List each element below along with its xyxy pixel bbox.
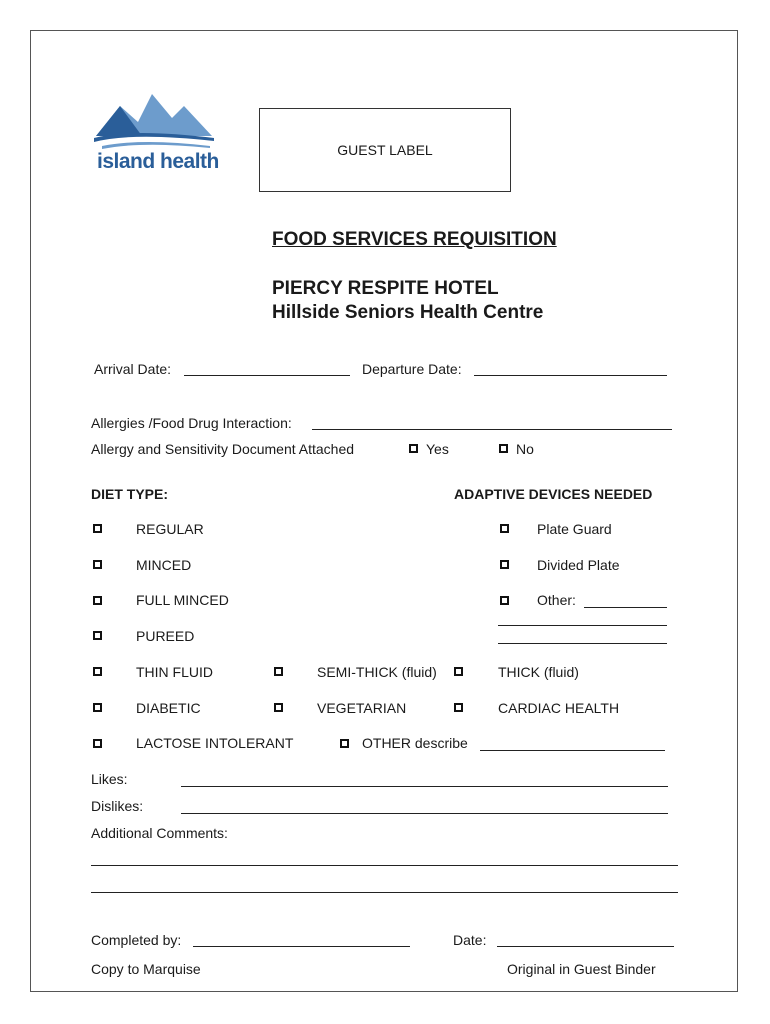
pureed-checkbox[interactable] xyxy=(93,631,102,640)
form-title: FOOD SERVICES REQUISITION xyxy=(272,229,557,250)
vegetarian-label: VEGETARIAN xyxy=(317,700,407,716)
allergies-label: Allergies /Food Drug Interaction: xyxy=(91,415,292,431)
minced-label: MINCED xyxy=(136,557,192,573)
other-diet-label: OTHER describe xyxy=(362,735,468,751)
comments-line-2[interactable] xyxy=(91,892,678,893)
copy-to-label: Copy to Marquise xyxy=(91,961,201,977)
allergy-yes-checkbox[interactable] xyxy=(409,444,418,453)
plate-guard-label: Plate Guard xyxy=(537,521,612,537)
departure-date-field[interactable] xyxy=(474,375,667,376)
likes-label: Likes: xyxy=(91,771,128,787)
cardiac-label: CARDIAC HEALTH xyxy=(498,700,620,716)
other-device-field[interactable] xyxy=(584,607,667,608)
other-device-line-2[interactable] xyxy=(498,625,667,626)
semi-thick-label: SEMI-THICK (fluid) xyxy=(317,664,437,680)
allergy-document-label: Allergy and Sensitivity Document Attached xyxy=(91,441,355,457)
dislikes-label: Dislikes: xyxy=(91,798,144,814)
allergies-field[interactable] xyxy=(312,429,672,430)
plate-guard-checkbox[interactable] xyxy=(500,524,509,533)
other-diet-field[interactable] xyxy=(480,750,665,751)
cardiac-checkbox[interactable] xyxy=(454,703,463,712)
full-minced-checkbox[interactable] xyxy=(93,596,102,605)
original-in-label: Original in Guest Binder xyxy=(507,961,656,977)
thin-fluid-checkbox[interactable] xyxy=(93,667,102,676)
allergy-no-checkbox[interactable] xyxy=(499,444,508,453)
arrival-date-field[interactable] xyxy=(184,375,350,376)
hotel-name: PIERCY RESPITE HOTEL xyxy=(272,278,499,299)
departure-date-label: Departure Date: xyxy=(362,361,462,377)
lactose-label: LACTOSE INTOLERANT xyxy=(136,735,294,751)
likes-field[interactable] xyxy=(181,786,668,787)
diabetic-checkbox[interactable] xyxy=(93,703,102,712)
adaptive-devices-heading: ADAPTIVE DEVICES NEEDED xyxy=(454,486,653,502)
dislikes-field[interactable] xyxy=(181,813,668,814)
pureed-label: PUREED xyxy=(136,628,195,644)
centre-name: Hillside Seniors Health Centre xyxy=(272,302,544,323)
footer-date-field[interactable] xyxy=(497,946,674,947)
regular-checkbox[interactable] xyxy=(93,524,102,533)
diet-type-heading: DIET TYPE: xyxy=(91,486,169,502)
semi-thick-checkbox[interactable] xyxy=(274,667,283,676)
allergy-no-label: No xyxy=(516,441,534,457)
divided-plate-checkbox[interactable] xyxy=(500,560,509,569)
footer-date-label: Date: xyxy=(453,932,487,948)
other-device-label: Other: xyxy=(537,592,576,608)
arrival-date-label: Arrival Date: xyxy=(94,361,172,377)
comments-label: Additional Comments: xyxy=(91,825,228,841)
other-device-checkbox[interactable] xyxy=(500,596,509,605)
lactose-checkbox[interactable] xyxy=(93,739,102,748)
guest-label-text: GUEST LABEL xyxy=(337,142,433,158)
guest-label-box[interactable] xyxy=(259,108,511,192)
thin-fluid-label: THIN FLUID xyxy=(136,664,213,680)
divided-plate-label: Divided Plate xyxy=(537,557,620,573)
other-diet-checkbox[interactable] xyxy=(340,739,349,748)
vegetarian-checkbox[interactable] xyxy=(274,703,283,712)
minced-checkbox[interactable] xyxy=(93,560,102,569)
thick-checkbox[interactable] xyxy=(454,667,463,676)
diabetic-label: DIABETIC xyxy=(136,700,201,716)
full-minced-label: FULL MINCED xyxy=(136,592,229,608)
comments-line-1[interactable] xyxy=(91,865,678,866)
other-device-line-3[interactable] xyxy=(498,643,667,644)
logo-text: island health xyxy=(97,150,219,173)
completed-by-label: Completed by: xyxy=(91,932,182,948)
completed-by-field[interactable] xyxy=(193,946,410,947)
allergy-yes-label: Yes xyxy=(426,441,449,457)
regular-label: REGULAR xyxy=(136,521,204,537)
thick-label: THICK (fluid) xyxy=(498,664,579,680)
